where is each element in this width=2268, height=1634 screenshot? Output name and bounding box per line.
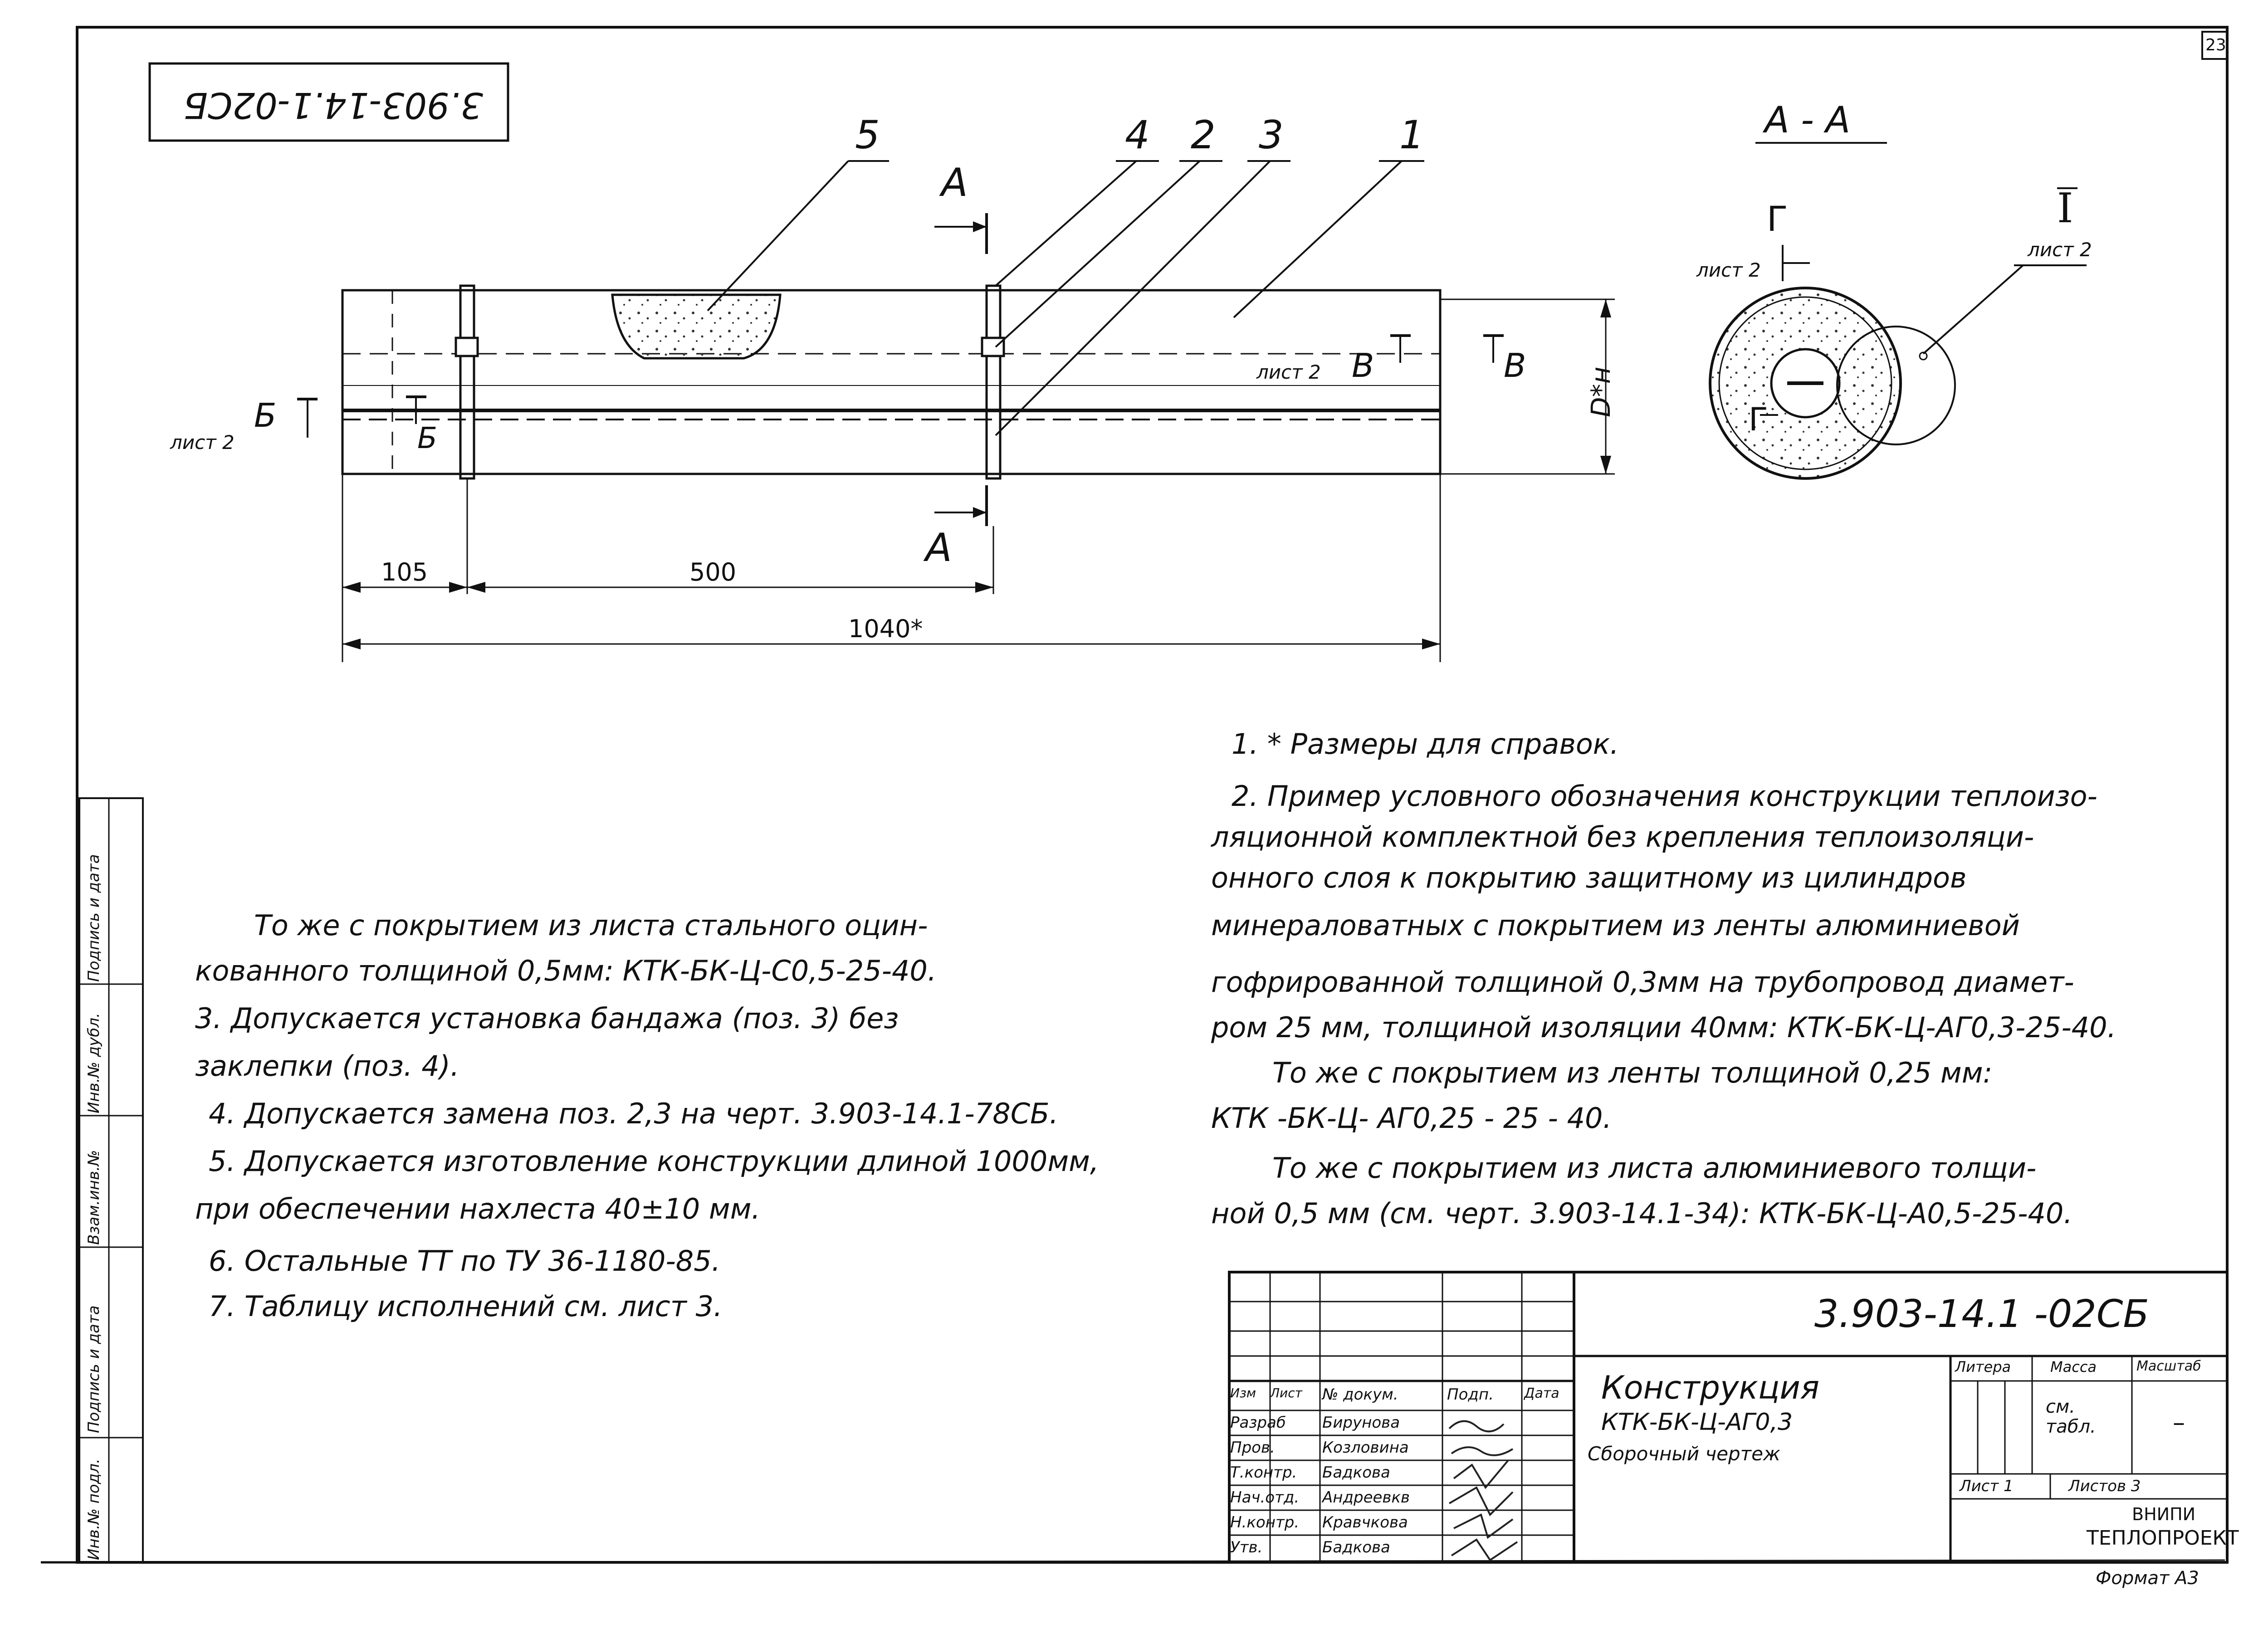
section-b-label: Б	[254, 396, 277, 434]
section-g-sheet-ref: лист 2	[1696, 259, 1761, 281]
diameter-dimension-label: D*н	[1585, 366, 1616, 417]
role-tech-control: Т.контр.	[1230, 1463, 1297, 1482]
note-line: кованного толщиной 0,5мм: КТК-БК-Ц-С0,5-25-40.	[195, 954, 937, 987]
callout-5: 5	[855, 112, 880, 158]
title-line-1: Конструкция	[1601, 1369, 1819, 1406]
note-line: То же с покрытием из ленты толщиной 0,25 мм:	[1272, 1056, 1993, 1089]
role-dept-head: Нач.отд.	[1230, 1488, 1300, 1507]
name-approved: Бадкова	[1322, 1538, 1390, 1556]
note-line: минераловатных с покрытием из ленты алюминиевой	[1211, 909, 2020, 942]
scale-value: –	[2173, 1408, 2185, 1437]
note-line: 6. Остальные ТТ по ТУ 36-1180-85.	[209, 1244, 721, 1278]
note-line: КТК -БК-Ц- АГ0,25 - 25 - 40.	[1211, 1102, 1612, 1135]
section-mark-a-bottom: А	[925, 525, 952, 571]
node-sheet-ref: лист 2	[2028, 239, 2092, 261]
note-line: 2. Пример условного обозначения конструкции теплоизо-	[1232, 780, 2097, 813]
side-stamp-sign-date-2: Подпись и дата	[85, 854, 103, 982]
name-tech-control: Бадкова	[1322, 1463, 1390, 1482]
litera-label: Литера	[1955, 1358, 2011, 1375]
node-roman-label: I	[2057, 185, 2073, 232]
note-line: 3. Допускается установка бандажа (поз. 3) без	[195, 1002, 899, 1035]
section-v-label: В	[1352, 346, 1374, 385]
callout-3: 3	[1259, 112, 1284, 158]
header-doc: № докум.	[1322, 1385, 1398, 1404]
title-line-2: КТК-БК-Ц-АГ0,3	[1601, 1409, 1793, 1436]
side-stamp-inv-orig: Инв.№ подл.	[85, 1458, 103, 1560]
section-b-right-label: Б	[417, 422, 437, 455]
dimension-105: 105	[381, 558, 428, 586]
note-line: гофрированной толщиной 0,3мм на трубопровод диамет-	[1211, 966, 2074, 999]
note-line: То же с покрытием из листа алюминиевого толщи-	[1272, 1151, 2037, 1185]
callout-1: 1	[1399, 112, 1424, 158]
mass-value: см. табл.	[2046, 1396, 2096, 1437]
header-date: Дата	[1524, 1385, 1559, 1401]
callout-2: 2	[1191, 112, 1216, 158]
dimension-500: 500	[689, 558, 737, 586]
org-line-1: ВНИПИ	[2132, 1504, 2196, 1524]
note-line: То же с покрытием из листа стального оцин-	[254, 909, 928, 942]
side-stamp-sign-date-1: Подпись и дата	[85, 1305, 103, 1433]
section-v-right-label: В	[1504, 346, 1526, 385]
section-g-top: Г	[1767, 199, 1788, 239]
section-b-sheet-ref: лист 2	[170, 431, 235, 454]
format-label: Формат А3	[2096, 1568, 2199, 1589]
org-line-2: ТЕПЛОПРОЕКТ	[2087, 1527, 2239, 1550]
header-list: Лист	[1270, 1385, 1302, 1400]
note-line: ляционной комплектной без крепления теплоизоляци-	[1211, 820, 2034, 854]
note-line: 7. Таблицу исполнений см. лист 3.	[209, 1290, 723, 1323]
dimension-1040: 1040*	[848, 615, 923, 643]
sheet-number: Лист 1	[1960, 1477, 2014, 1495]
drawing-code: 3.903-14.1 -02СБ	[1814, 1292, 2149, 1336]
section-mark-a-top: А	[941, 160, 968, 205]
note-line: онного слоя к покрытию защитному из цилиндров	[1211, 861, 1967, 894]
section-g-left: Г	[1749, 401, 1768, 438]
side-stamp-replace-inv: Взам.инв.№	[85, 1150, 103, 1245]
role-norm-control: Н.контр.	[1230, 1513, 1300, 1532]
note-line: 5. Допускается изготовление конструкции длиной 1000мм,	[209, 1145, 1099, 1178]
role-developer: Разраб	[1230, 1414, 1286, 1432]
note-line: ром 25 мм, толщиной изоляции 40мм: КТК-БК-Ц-АГ0,3-25-40.	[1211, 1011, 2116, 1044]
sheets-total: Листов 3	[2068, 1477, 2141, 1495]
header-izm: Изм	[1230, 1385, 1256, 1400]
side-stamp-inv-dup: Инв.№ дубл.	[85, 1013, 103, 1113]
role-approved: Утв.	[1230, 1538, 1263, 1556]
note-line: ной 0,5 мм (см. черт. 3.903-14.1-34): КТК-БК-Ц-А0,5-25-40.	[1211, 1197, 2073, 1230]
scale-label: Масштаб	[2136, 1358, 2201, 1374]
header-sign: Подп.	[1447, 1385, 1494, 1404]
note-line: 4. Допускается замена поз. 2,3 на черт. 3.903-14.1-78СБ.	[209, 1097, 1059, 1130]
section-v-sheet-ref: лист 2	[1256, 361, 1321, 383]
name-developer: Бирунова	[1322, 1414, 1400, 1432]
note-line: 1. * Размеры для справок.	[1232, 727, 1619, 761]
name-norm-control: Кравчкова	[1322, 1513, 1408, 1532]
page-number: 23	[2205, 36, 2226, 54]
signatures	[1445, 1410, 1522, 1562]
title-line-3: Сборочный чертеж	[1588, 1443, 1780, 1465]
name-dept-head: Андреевкв	[1322, 1488, 1410, 1507]
upside-down-code: 3.903-14.1-02СБ	[183, 84, 483, 125]
name-checker: Козловина	[1322, 1439, 1409, 1457]
note-line: заклепки (поз. 4).	[195, 1049, 459, 1083]
note-line: при обеспечении нахлеста 40±10 мм.	[195, 1192, 761, 1225]
section-aa-title: А - А	[1765, 99, 1851, 141]
mass-label: Масса	[2050, 1358, 2097, 1375]
callout-4: 4	[1125, 112, 1150, 158]
role-checker: Пров.	[1230, 1439, 1275, 1457]
pipe-construction-drawing	[297, 161, 1615, 662]
